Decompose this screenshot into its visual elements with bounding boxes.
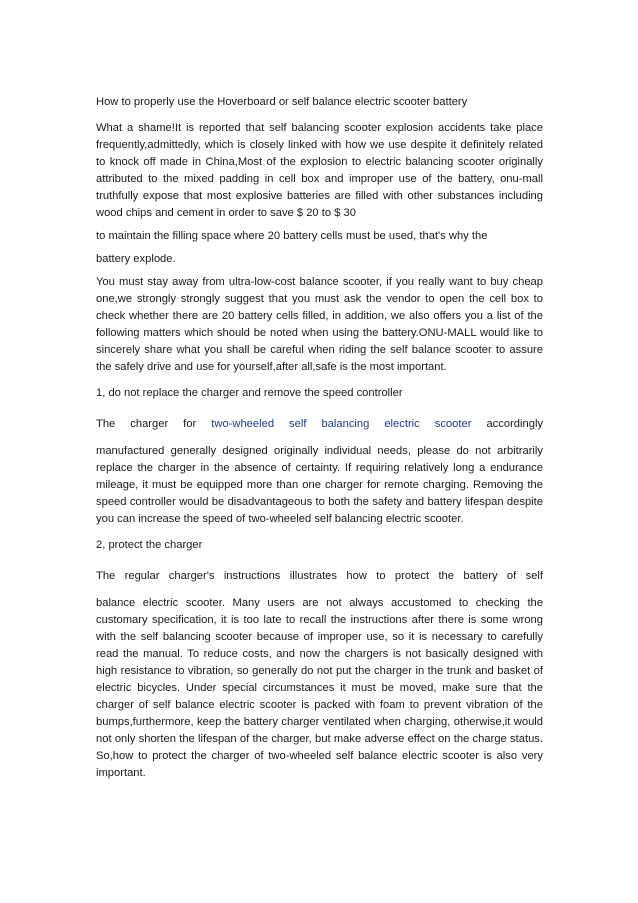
paragraph-intro: What a shame!It is reported that self balancing scooter explosion accidents take place frequently,admittedly, which is closely linked with how we use despite it definitely related to knock off made in China,Most of the explosion to electric balancing scooter originally attributed to the mixed padding in cell box and improper use of the battery, onu-mall truthfully expose that most explosive batteries are filled with other substances including wood chips and cement in order to save $ 20 to $ 30: [96, 122, 543, 219]
paragraph-intro-continued: to maintain the filling space where 20 battery cells must be used, that's why the: [96, 230, 488, 242]
section-heading-charger-controller: 1, do not replace the charger and remove the speed controller: [96, 387, 403, 399]
paragraph-charger-body: manufactured generally designed originally individual needs, please do not arbitrarily replace the charger in the absence of certainty. If requiring relatively long a endurance mileage, it must be equipped more than one charger for remote charging. Removing the speed controller would be disadvantageous to both the safety and battery lifespan despite you can increase the speed of two-wheeled self balancing electric scooter.: [96, 445, 543, 525]
scooter-link[interactable]: two-wheeled self balancing electric scooter: [211, 418, 472, 430]
text-before-link: The charger for: [96, 418, 197, 430]
paragraph-protect-first-line: The regular charger's instructions illustrates how to protect the battery of self: [96, 570, 543, 582]
text-after-link: accordingly: [486, 418, 544, 430]
section-heading-protect-charger: 2, protect the charger: [96, 539, 203, 551]
paragraph-advice: You must stay away from ultra-low-cost balance scooter, if you really want to buy cheap one,we strongly strongly suggest that you must ask the vendor to open the cell box to check whether there are 20 battery cells filled, in addition, we also offers you a list of the following matters which should be noted when using the battery.ONU-MALL would like to sincerely share what you shall be careful when riding the self balance scooter to assure the safely drive and use for yourself,after all,safe is the most important.: [96, 276, 543, 373]
paragraph-charger-intro: [96, 416, 543, 433]
paragraph-intro-end: battery explode.: [96, 253, 176, 265]
document-title: How to properly use the Hoverboard or self balance electric scooter battery: [96, 96, 468, 108]
paragraph-protect-body: balance electric scooter. Many users are not always accustomed to checking the customary specification, it is too late to recall the instructions after there is some wrong with the self balancing scooter because of improper use, so it is necessary to carefully read the manual. To reduce costs, and now the chargers is not basically designed with high resistance to vibration, so generally do not put the charger in the trunk and basket of electric bicycles. Under special circumstances it must be moved, make sure that the charger of self balance electric scooter is packed with foam to prevent vibration of the bumps,furthermore, keep the battery charger ventilated when charging, otherwise,it would not only shorten the lifespan of the charger, but make adverse effect on the charge status. So,how to protect the charger of two-wheeled self balance electric scooter is also very important.: [96, 597, 543, 779]
